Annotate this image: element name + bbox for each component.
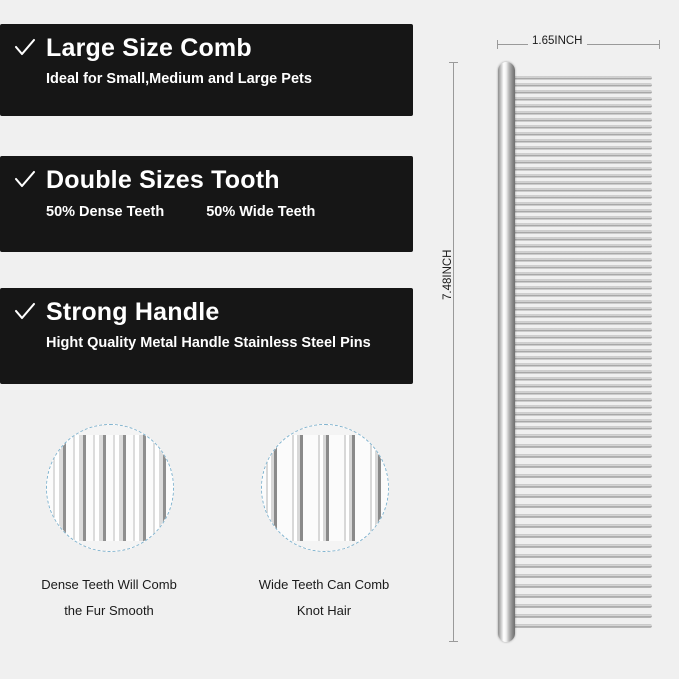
wide-teeth-caption <box>224 572 424 624</box>
comb-handle-bar <box>498 62 515 642</box>
feature-card-header <box>14 166 399 194</box>
zoom-callout-group <box>0 424 420 664</box>
dense-teeth-caption <box>9 572 209 624</box>
feature-card-large-size-comb <box>0 24 413 116</box>
check-icon <box>14 169 36 191</box>
feature-subtitle: Ideal for Small,Medium and Large Pets <box>46 71 312 87</box>
caption-line-1: Wide Teeth Can Comb <box>258 577 390 592</box>
check-icon <box>14 301 36 323</box>
dense-teeth-image <box>47 425 173 551</box>
feature-title: Double Sizes Tooth <box>46 166 280 194</box>
feature-subtitle-left: 50% Dense Teeth <box>46 204 165 220</box>
caption-line-1: Dense Teeth Will Comb <box>41 577 177 592</box>
feature-subtitle-right: 50% Wide Teeth <box>206 204 316 220</box>
feature-card-strong-handle <box>0 288 413 384</box>
feature-card-header <box>14 34 399 62</box>
caption-line-2: Knot Hair <box>296 603 352 618</box>
feature-subtitle-row <box>46 204 399 220</box>
width-measure-label: 1.65INCH <box>528 35 587 47</box>
feature-subtitle: Hight Quality Metal Handle Stainless Steel Pins <box>46 335 371 351</box>
feature-card-header <box>14 298 399 326</box>
feature-title: Large Size Comb <box>46 34 252 62</box>
wide-teeth-image <box>262 425 388 551</box>
feature-card-double-sizes-tooth <box>0 156 413 252</box>
caption-line-2: the Fur Smooth <box>64 603 154 618</box>
wide-teeth-callout <box>261 424 389 552</box>
feature-title: Strong Handle <box>46 298 220 326</box>
height-measure-label: 7.48INCH <box>442 249 454 300</box>
product-image-area <box>440 0 679 679</box>
check-icon <box>14 37 36 59</box>
comb-teeth <box>510 74 658 630</box>
height-measure-line <box>453 62 454 642</box>
dense-teeth-callout <box>46 424 174 552</box>
